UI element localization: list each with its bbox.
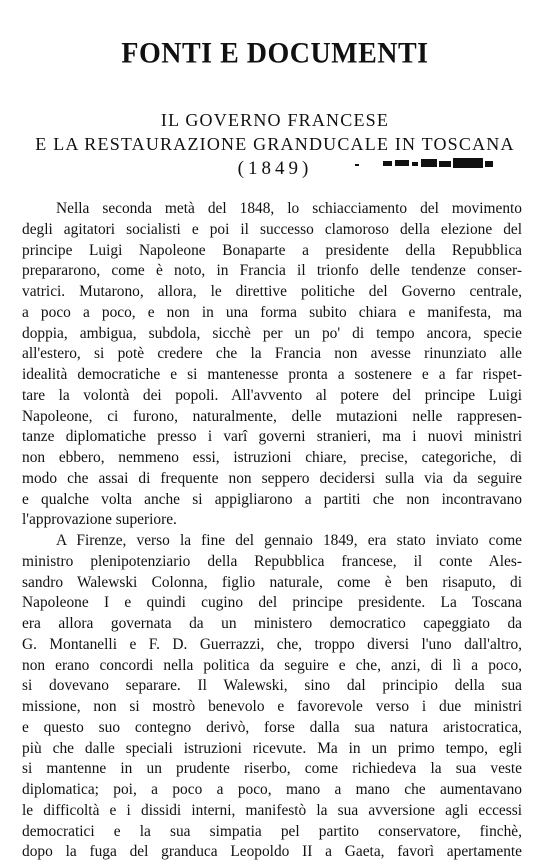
text-line: democratici e la sua simpatia pel partito conservatore, finchè, — [22, 822, 522, 840]
text-line: ministro plenipotenziario della Repubblica francese, il conte Ales- — [22, 552, 522, 570]
text-line: vatrici. Mutarono, allora, le direttive politiche del Governo centrale, — [22, 283, 522, 300]
text-line: degli agitatori socialisti e poi il successo clamoroso della elezione del — [22, 220, 522, 238]
library-stamp-mark — [355, 156, 495, 170]
article-title-line-1: IL GOVERNO FRANCESE — [160, 110, 390, 130]
text-line: più che dalle speciali istruzioni ricevute. Ma in un primo tempo, egli — [22, 739, 522, 757]
text-line: dopo la fuga del granduca Leopoldo II a Gaeta, favorì apertamente — [22, 843, 522, 861]
article-title-line-2: E LA RESTAURAZIONE GRANDUCALE IN TOSCANA — [35, 134, 515, 154]
text-line: tare la volontà dei popoli. All'avvento al potere del principe Luigi — [22, 386, 522, 404]
text-line: si dovevano separare. Il Walewski, sino dal principio della sua — [22, 677, 522, 695]
text-line: e qualche volta anche si appigliarono a partiti che non incontravano — [22, 490, 522, 508]
text-line: diplomatica; poi, a poco a poco, mano a mano che aumentavano — [22, 781, 522, 798]
text-line: e questo suo contegno derivò, forse dalla sua natura aristocratica, — [22, 718, 522, 736]
text-line: Napoleone I e quindi cugino del principe presidente. La Toscana — [22, 594, 522, 612]
text-line: Napoleone, ci furono, naturalmente, delle mutazioni nelle rappresen- — [22, 407, 522, 425]
text-line: G. Montanelli e F. D. Guerrazzi, che, troppo diversi l'uno dall'altro, — [22, 635, 522, 653]
text-line: non erano concordi nella politica da seguire e che, anzi, di lì a poco, — [22, 656, 522, 674]
text-line: missione, non si mostrò benevolo e favorevole verso i due ministri — [22, 698, 522, 715]
text-line: A Firenze, verso la fine del gennaio 1849, era stato inviato come — [56, 532, 522, 549]
paragraph — [22, 199, 522, 531]
text-line: all'estero, si potè credere che la Francia non avesse rinunziato alle — [22, 345, 522, 363]
text-line: sandro Walewski Colonna, figlio naturale, come è ben risaputo, di — [22, 573, 522, 591]
text-line: doppia, ambigua, subdola, sicchè per un po' di tempo ancora, specie — [22, 324, 522, 342]
text-line: l'approvazione superiore. — [22, 511, 177, 529]
section-heading: FONTI E DOCUMENTI — [121, 37, 429, 70]
paragraph — [22, 531, 522, 863]
text-line: Nella seconda metà del 1848, lo schiacciamento del movimento — [56, 200, 522, 217]
text-line: idealità democratiche e si mantenesse pronta a sostenere e a far rispet- — [22, 366, 522, 383]
text-line: tanze diplomatiche presso i varî governi stranieri, ma i nuovi ministri — [22, 428, 522, 446]
text-line: principe Luigi Napoleone Bonaparte a presidente della Repubblica — [22, 241, 522, 259]
text-line: modo che assai di frequente non seppero decidersi sulla via da seguire — [22, 469, 522, 487]
text-line: a poco a poco, e non in una forma subito chiara e manifesta, ma — [22, 303, 522, 321]
article-title-year: (1849) — [237, 158, 313, 179]
text-line: le difficoltà e i dissidi interni, manifestò la sua avversione agli eccessi — [22, 801, 522, 819]
text-line: prepararono, come è noto, in Francia il trionfo delle tendenze conser- — [22, 262, 522, 280]
text-line: era allora governata da un ministero democratico capeggiato da — [22, 615, 522, 632]
text-line: non ebbero, nemmeno essi, istruzioni chiare, precise, categoriche, di — [22, 449, 522, 466]
text-line: si mantenne in un prudente riserbo, come richiedeva la sua veste — [22, 760, 522, 778]
article-body — [22, 199, 522, 863]
